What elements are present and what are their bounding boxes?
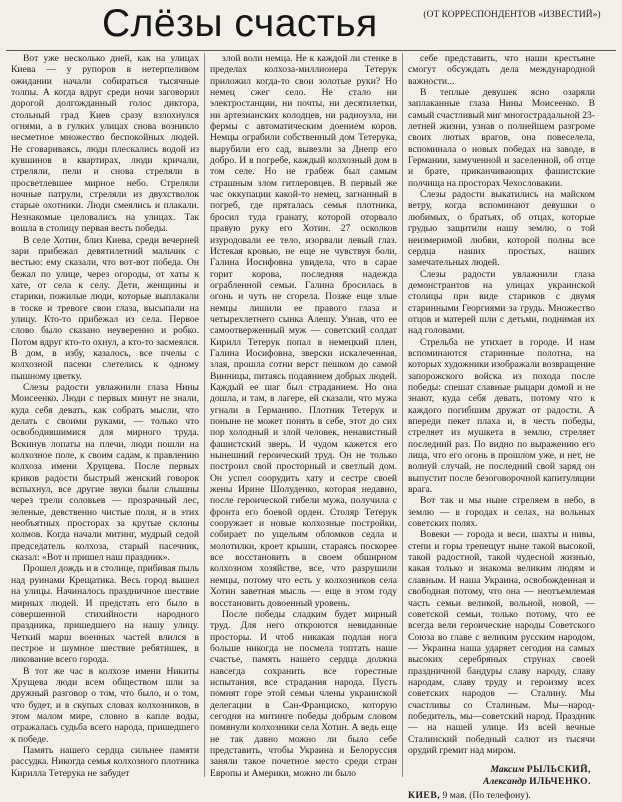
paragraph: В селе Хотин, близ Киева, среди вечерней зари прибежал девятилетний мальчик с вестью: ему сказали, что вот-вот победа. Он бежал по улице, через огороды, от хаты к хате, от села к селу. Дети, женщины и старики, пожилые люди, которые выплакали в тоске и тревоге свои глаза, высыпали на улицу. Кто-то прибежал из села. Первое слово было сказано неуверенно и робко. Потом вдруг кто-то охнул, а кто-то засмеялся. В дом, в избу, казалось, все пчелы с колхозной пасеки слетелись к одному пышному цветку. (11, 234, 199, 382)
paragraph: Вот так и мы ныне стреляем в небо, в землю — в городах и селах, на вольных советских полях. (408, 495, 595, 530)
dateline (408, 790, 595, 802)
paragraph: Прошел дождь и в столице, прибивая пыль над руинами Крещатика. Весь город вышел на улицы. Начиналось праздничное шествие мирных людей. И предстать его было в совершенной стихийности народного праздника, пришедшего на нашу улицу. Четкий марш военных частей влился в пестрое и шумное шествие ребятишек, в ликование всего города. (11, 563, 199, 666)
author-1-last-name: РЫЛЬСКИЙ, (526, 764, 591, 776)
column-1 (6, 53, 204, 777)
author-1 (408, 764, 591, 776)
paragraph: Слезы радости выкатились на майском ветру, когда вспоминают девушки о любимых, о братьях, об отцах, которые грудью защитили нашу землю, о той неизмеримой любви, которой полны все сердца наших простых, наших замечательных людей. (408, 189, 595, 269)
paragraph: Слезы радости увлажнили глаза Нины Моисеенко. Люди с первых минут не знали, куда себя девать, как собрать мысли, что делать с своими руками, — только что освободившимися для мирного труда. Вскинув лопаты на плечи, люди пошли на колхозное поле, к своим садам, к правлению колхоза имени Хрущева. После первых криков радости быстрый женский говорок вспыхнул, все другие звуки были слышны через трели соловьев — прозрачный лес, зеленые, девственно чистые поля, и в этих необъятных просторах за крутые склоны холмов. Когда начали митинг, мудрый седой председатель колхоза, старый пасечник, сказал: «Вот и пришел наш праздник». (11, 381, 199, 564)
paragraph: себе представить, что наши крестьяне смогут обсуждать дела международной важности... (408, 53, 595, 87)
article-body (6, 53, 616, 802)
paragraph: В тот же час в колхозе имени Никиты Хрущева люди всем обществом шли за дружный разговор о том, что было, и о том, что будет, и в скупых словах колхозников, в этом малом мире, словно в капле воды, отражалась судьба всего народа, пришедшего к победе. (11, 665, 199, 745)
column-2 (204, 53, 402, 777)
paragraph: Стрельба не утихает в городе. И нам вспоминаются старинные полотна, на которых художники изображали возвращение запорожского войска из похода после победы: спешат славные рыцари домой и не знают, куда себя девать, потому что к каждого погибшим дружат от радости. А впереди пекет плаха и, в честь победы, стреляет из мушкета в землю, стреляет последний раз. По видно по выражению его лица, что его огонь в прошлом уже, и нет, не волнуй случай, не последний свой заряд он выпустит после безоговорочной капитуляции врага. (408, 336, 595, 496)
article-title: Слёзы счастья (102, 2, 378, 45)
author-2 (408, 776, 591, 788)
paragraph: В теплые девушек ясно озаряли заплаканные глаза Нины Моисеенко. В самый счастливый миг многострадальной 23-летней жизни, узнав о полнейшем разгроме своих лютых врагов, она повеселела, вспоминала о новых победах на заводе, в Германии, замученной и заселенной, об отце и брате, приканчивающих фашистские полчища на просторах Чехословакии. (408, 87, 596, 189)
dateline-city: КИЕВ, (408, 790, 441, 802)
author-signature (408, 764, 595, 788)
paragraph: злой воли немца. Не к каждой ли стенке в пределах колхоза-миллионера Тетерук приложил когда-то свои золотые руки? Но немец сжег село. Не стало ни электростанции, ни почты, ни десятилетки, ни артезианских колодцев, ни радиоузла, ни фермы с автоматическим доением коров. Немцы ограбили собственный дом Тетерука, вырубили его сад, вывезли за Днепр его добро. И в погребе, каждый колхозный дом в том селе. Но не грабеж был самым страшным злом гитлеровцев. В первый же час оккупации какой-то немец, загнанный в погреб, где пряталась семья плотника, бросил туда гранату, которой оторвало правую руку его Хотин. 27 осколков изуродовали ее тело, изорвали левый глаз. Истекая кровью, не еще не чувствуя боли, Галина Иосифовна увидела, что в сарае горит корова, последняя надежда ограбленной семьи. Галина бросилась в огонь и чуть не сгорела. Позже еще злые немцы лишили ее правого глаза и четырехлетнего сынка Алешу. Узнав, что ее самоотверженный муж — советский солдат Кирилл Тетерук попал в немецкий плен, Галина Иосифовна, зверски искалеченная, злая, прошла сотни верст пешком до самой Винницы, питаясь подаянием добрых людей. Каждый ее шаг был страданием. Но она дошла, и там, в лагере, ей сказали, что мужа угнали в Германию. Плотник Тетерук и поныне не может понять в себе, этот до сих пор холодный и злой человек, ненавистный фашистский зверь. И чудом кажется его нынешний героический труд. Он не только построил свой просторный и светлый дом. Он успел соорудить хату и сестре своей жены Ирине Шолуденко, которая недавно, после героической гибели мужа, получила с фронта его боевой орден. Столяр Тетерук сооружает и новые колхозные постройки, собирает по ущельям обломков седла и молотилки, кроет крыши, стараясь поскорее все восстановить в своем обширном колхозном хозяйстве, все, что разрушили немцы, потому что есть у колхозников села Хотин заветная мысль — еще в этом году восстановить довоенный уровень. (210, 53, 397, 609)
paragraph: Вовеки — города и веси, шахты и нивы, степи и горы трепещут ныне такой высокой, такой радостной, такой чудесной жизнью, какая только и знакома великим людям и славным. И наша Украина, освобожденная и свободная потому, что она — неотъемлемая часть семьи великой, вольной, новой, — советской семьи, только потому, что ее всегда вели героические народы Советского Союза во главе с великим русским народом, — Украина наша ударяет сегодня на самых высоких серебряных струнах своей праздничной бандуры славу народу, славу народам, славу труду и героизму всех советских народов — Сталину. Мы счастливы со Сталиным. Мы—народ-победитель, мы—советский народ. Праздник — на нашей улице. Из всей вечные Сталинский победный салют из тысячи орудий гремит над миром. (408, 529, 595, 756)
dateline-date: 9 мая. (По телефону). (442, 790, 531, 802)
header-rule (6, 50, 616, 51)
article-header (6, 2, 616, 50)
author-1-first-name: Максим (490, 764, 525, 776)
article-source: (ОТ КОРРЕСПОНДЕНТОВ «ИЗВЕСТИЙ») (423, 10, 601, 20)
author-2-last-name: ИЛЬЧЕНКО. (529, 776, 591, 788)
paragraph: Память нашего сердца сильнее памяти рассудка. Никогда семья колхозного плотника Кирилла Тетерука не забудет (11, 744, 199, 779)
paragraph: Вот уже несколько дней, как на улицах Киева — у рупоров в нетерпеливом ожидании начали собираться тысячные толпы. А когда вдруг среди ночи заговорил дорогой долгожданный голос диктора, стольный град Киев сразу взлохнулся огнями, а в гулких улицах снова возникло несметное множество беспокойных людей. Не сговариваясь, люди плескались водой из кувшинов в квартирах, люди кричали, стреляли, пели и снова стреляли в просветлевшее мирное небо. Стреляли ночные патрули, стреляли из двухстволок старые охотники. Люди смеялись и плакали. Незнакомые целовались на улицах. Так вошла в столицу первая весть победы. (11, 53, 199, 235)
column-3 (402, 53, 600, 802)
paragraph: Слезы радости увлажнили глаза демонстрантов на улицах украинской столицы при виде стариков с двумя старинными Георгиями за грудь. Множество отцов и матерей шли с детьми, поднимая их над головами. (408, 268, 595, 337)
author-2-first-name: Александр (482, 776, 527, 788)
paragraph: После победы сладким будет мирный труд. Для него откроются невиданные просторы. И чтоб никакая подлая нога больше никогда не посмела топтать наше счастье, память нашего сердца должна навсегда сохранить все горестные испытания, все страдания народа. Пусть помнят горе этой семьи члены украинской делегации в Сан-Франциско, которую сегодня на митинге победы добрым словом помянули колхозники села Хотин. А ведь еще не так давно можно ли было себе представить, чтобы Украина и Белоруссия заняли такое почетное место среди стран Европы и Америки, можно ли было (210, 608, 397, 779)
